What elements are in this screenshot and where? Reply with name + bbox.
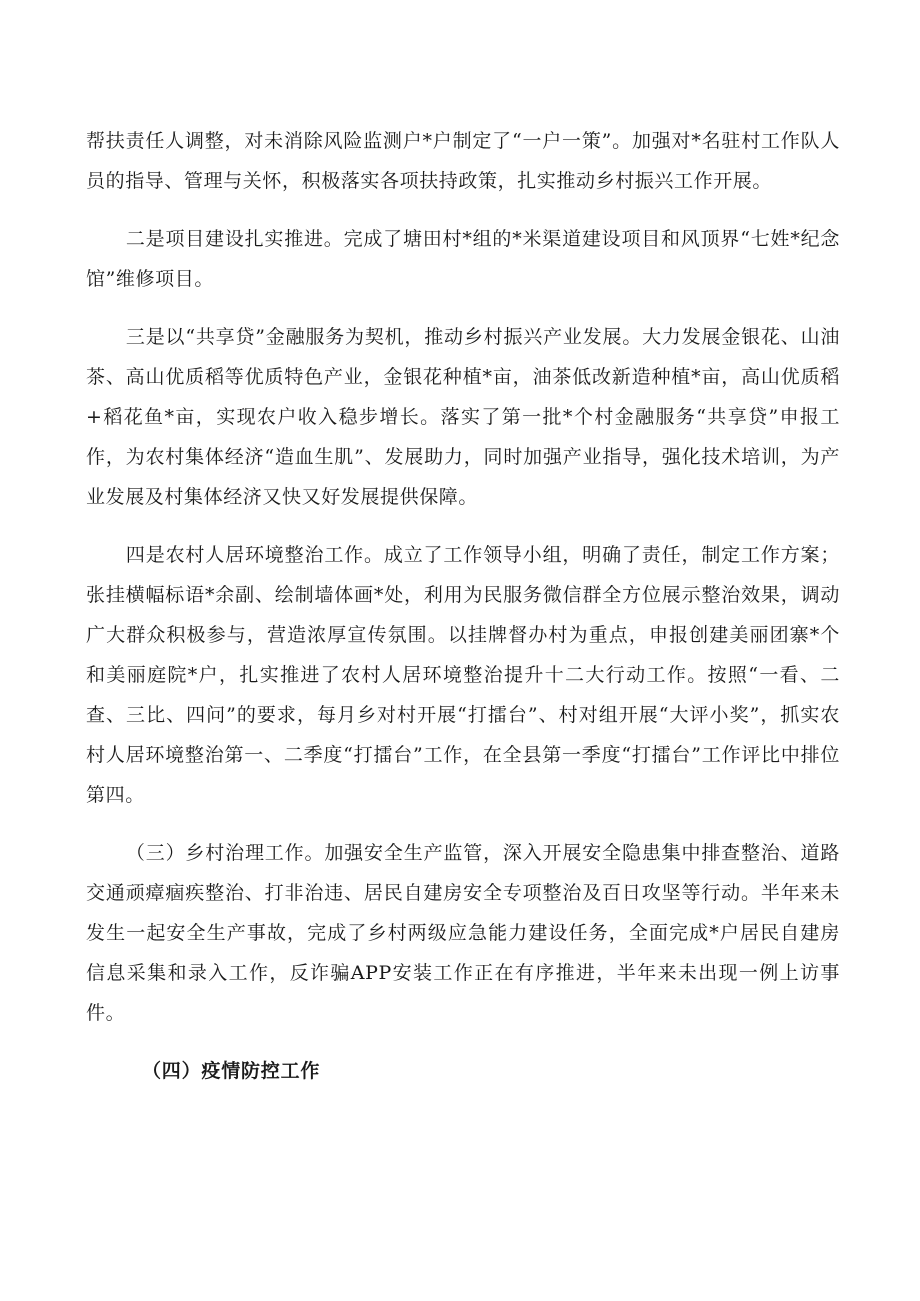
paragraph-project-construction: 二是项目建设扎实推进。完成了塘田村*组的*米渠道建设项目和风顶界“七姓*纪念馆”维修项目。 xyxy=(86,228,840,290)
paragraph-spacer xyxy=(86,299,840,317)
paragraph-spacer xyxy=(86,815,840,833)
paragraph-rural-governance: （三）乡村治理工作。加强安全生产监管，深入开展安全隐患集中排查整治、道路交通顽瘴痼疾整治、打非治违、居民自建房安全专项整治及百日攻坚等行动。半年来未发生一起安全生产事故，完成了乡村两级应急能力建设任务，全面完成*户居民自建房信息采集和录入工作，反诈骗APP安装工作正在有序推进，半年来未出现一例上访事件。 xyxy=(86,842,840,1024)
paragraph-spacer xyxy=(86,201,840,219)
paragraph-shared-loan-industry: 三是以“共享贷”金融服务为契机，推动乡村振兴产业发展。大力发展金银花、山油茶、高山优质稻等优质特色产业，金银花种植*亩，油茶低改新造种植*亩，高山优质稻+稻花鱼*亩，实现农户收入稳步增长。落实了第一批*个村金融服务“共享贷”申报工作，为农村集体经济“造血生肌”、发展助力，同时加强产业指导，强化技术培训，为产业发展及村集体经济又快又好发展提供保障。 xyxy=(86,326,840,508)
paragraph-rural-environment: 四是农村人居环境整治工作。成立了工作领导小组，明确了责任，制定工作方案；张挂横幅标语*余副、绘制墙体画*处，利用为民服务微信群全方位展示整治效果，调动广大群众积极参与，营造浓厚宣传氛围。以挂牌督办村为重点，申报创建美丽团寨*个和美丽庭院*户，扎实推进了农村人居环境整治提升十二大行动工作。按照“一看、二查、三比、四问”的要求，每月乡对村开展“打擂台”、村对组开展“大评小奖”，抓实农村人居环境整治第一、二季度“打擂台”工作，在全县第一季度“打擂台”工作评比中排位第四。 xyxy=(86,544,840,806)
paragraph-spacer xyxy=(86,517,840,535)
section-heading-epidemic-control: （四）疫情防控工作 xyxy=(142,1060,321,1082)
paragraph-assistance-adjustment: 帮扶责任人调整，对未消除风险监测户*户制定了“一户一策”。加强对*名驻村工作队人员的指导、管理与关怀，积极落实各项扶持政策，扎实推动乡村振兴工作开展。 xyxy=(86,130,840,192)
paragraph-spacer xyxy=(86,1033,840,1051)
